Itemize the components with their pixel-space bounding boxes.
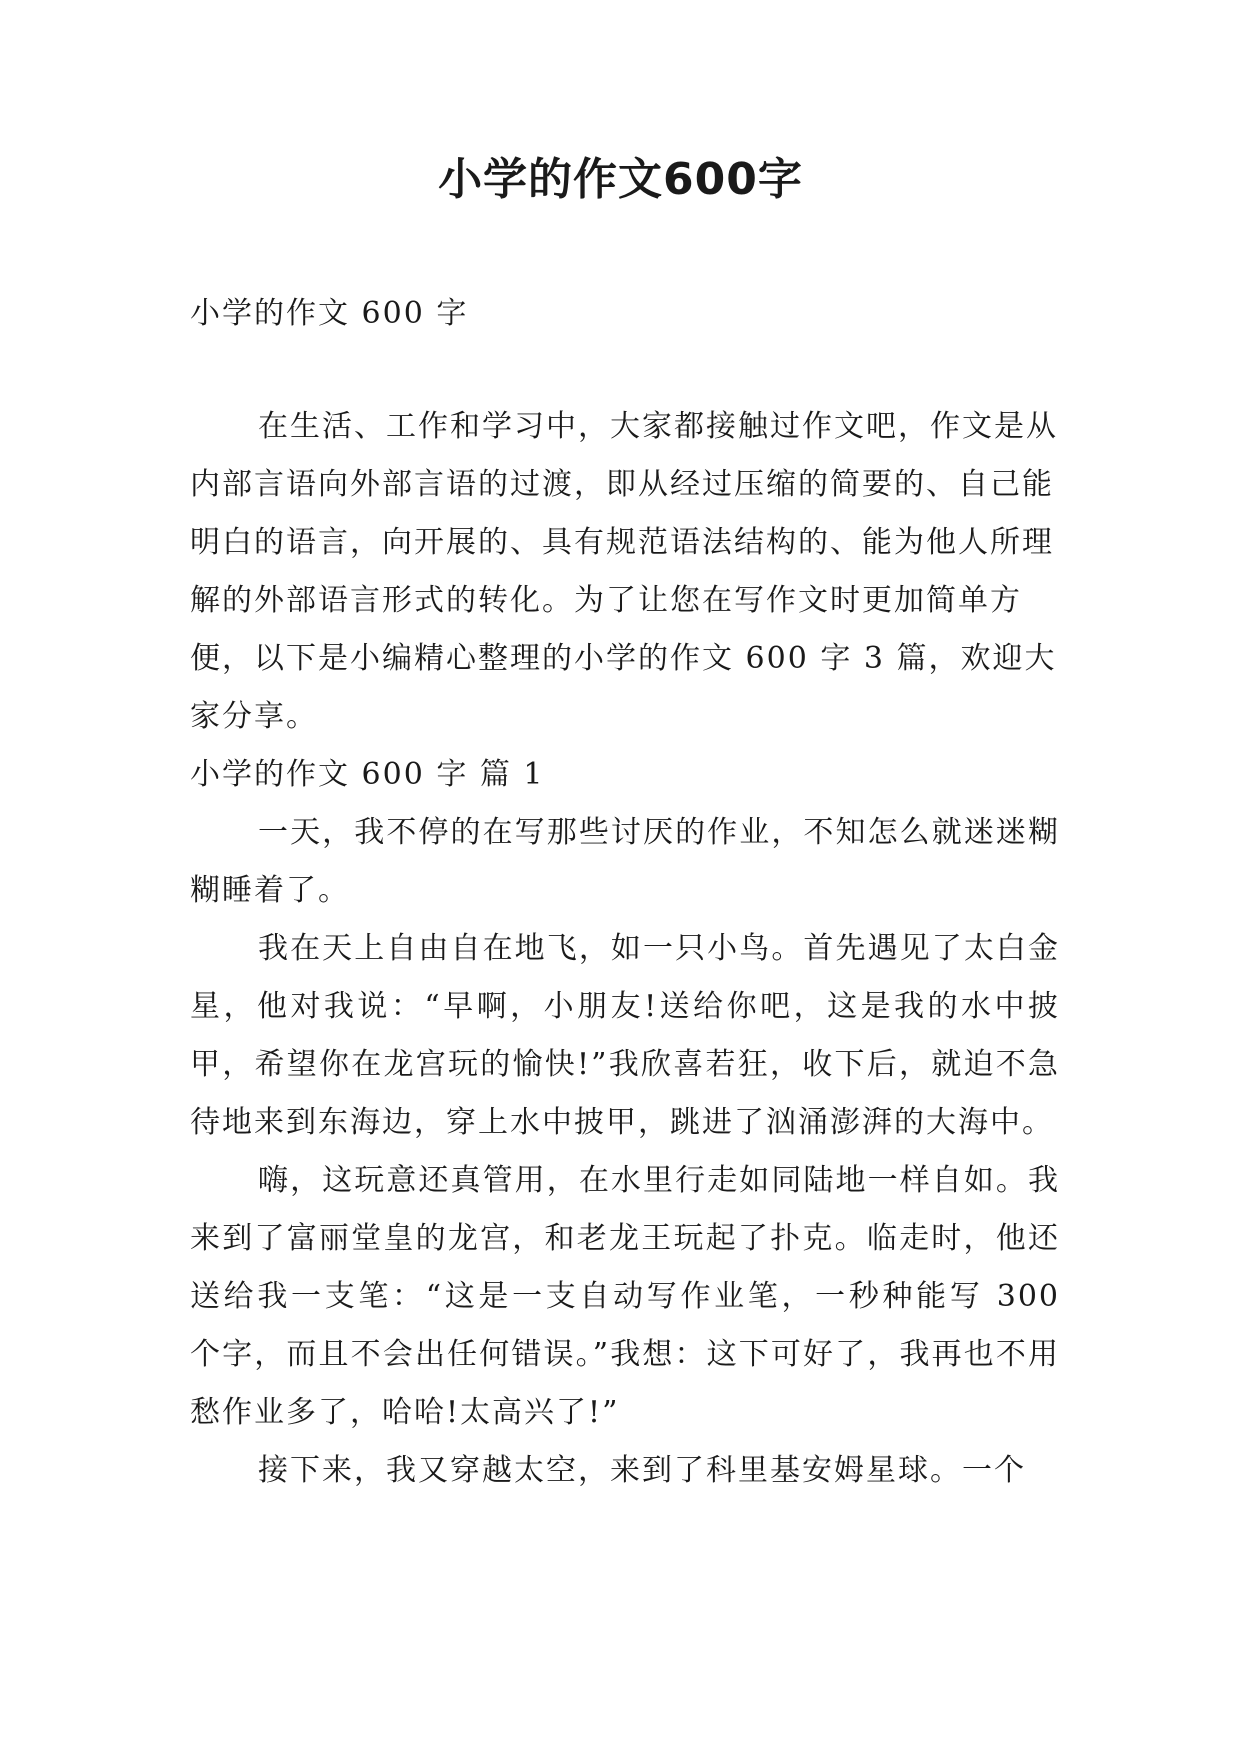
- intro-paragraph: 在生活、工作和学习中，大家都接触过作文吧，作文是从内部言语向外部言语的过渡，即从经过压缩的简要的、自己能明白的语言，向开展的、具有规范语法结构的、能为他人所理解的外部语言形式的转化。为了让您在写作文时更加简单方便，以下是小编精心整理的小学的作文 600 字 3 篇，欢迎大家分享。: [190, 409, 1058, 734]
- body-paragraph: 嗨，这玩意还真管用，在水里行走如同陆地一样自如。我来到了富丽堂皇的龙宫，和老龙王玩起了扑克。临走时，他还送给我一支笔：“这是一支自动写作业笔，一秒种能写 300 个字，而且不会出任何错误。”我想：这下可好了，我再也不用愁作业多了，哈哈!太高兴了!”: [190, 1163, 1060, 1430]
- body-paragraph: 接下来，我又穿越太空，来到了科里基安姆星球。一个: [258, 1453, 1026, 1488]
- body-paragraph: 我在天上自由自在地飞，如一只小鸟。首先遇见了太白金星，他对我说：“早啊，小朋友!送给你吧，这是我的水中披甲，希望你在龙宫玩的愉快!”我欣喜若狂，收下后，就迫不急待地来到东海边，穿上水中披甲，跳进了汹涌澎湃的大海中。: [190, 931, 1060, 1140]
- document-title: 小学的作文600字: [438, 154, 803, 205]
- document-subtitle: 小学的作文 600 字: [190, 296, 469, 331]
- section-heading: 小学的作文 600 字 篇 1: [190, 757, 545, 792]
- document-body: [190, 290, 1060, 1500]
- body-paragraph: 一天，我不停的在写那些讨厌的作业，不知怎么就迷迷糊糊睡着了。: [190, 815, 1060, 908]
